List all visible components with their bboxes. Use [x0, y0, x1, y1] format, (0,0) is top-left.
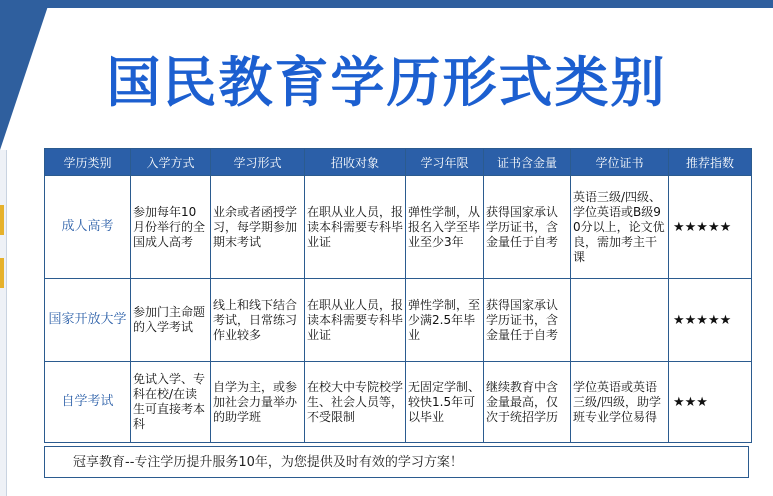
page-title: 国民教育学历形式类别 [106, 51, 667, 114]
table-header-row [45, 149, 752, 176]
comparison-table [44, 148, 752, 443]
cell-target: 在职从业人员，报读本科需要专科毕业证 [305, 176, 406, 279]
table-row [45, 362, 752, 443]
cell-admission: 参加每年10月份举行的全国成人高考 [131, 176, 211, 279]
cell-degree [571, 279, 669, 362]
header-degree: 学位证书 [571, 149, 669, 176]
top-band [0, 0, 773, 8]
left-accent-mark [0, 205, 4, 235]
header-certificate-value: 证书含金量 [484, 149, 571, 176]
header-category: 学历类别 [45, 149, 131, 176]
left-accent-mark [0, 258, 4, 288]
cell-admission: 免试入学、专科在校/在读生可直接考本科 [131, 362, 211, 443]
table-row [45, 279, 752, 362]
cell-degree: 学位英语或英语三级/四级，助学班专业学位易得 [571, 362, 669, 443]
cell-target: 在职从业人员，报读本科需要专科毕业证 [305, 279, 406, 362]
cell-category: 成人高考 [45, 176, 131, 279]
header-admission: 入学方式 [131, 149, 211, 176]
header-study-form: 学习形式 [211, 149, 305, 176]
cell-duration: 弹性学制，从报名入学至毕业至少3年 [406, 176, 484, 279]
cell-degree: 英语三级/四级、学位英语或B级90分以上，论文优良，需加考主干课 [571, 176, 669, 279]
cell-admission: 参加门主命题的入学考试 [131, 279, 211, 362]
cell-certificate-value: 获得国家承认学历证书，含金量任于自考 [484, 176, 571, 279]
cell-certificate-value: 获得国家承认学历证书，含金量任于自考 [484, 279, 571, 362]
comparison-table-container [44, 148, 751, 443]
cell-rating: ★★★★★ [669, 279, 752, 362]
cell-study-form: 业余或者函授学习，每学期参加期末考试 [211, 176, 305, 279]
footer-note: 冠享教育--专注学历提升服务10年，为您提供及时有效的学习方案！ [44, 446, 749, 478]
table-row [45, 176, 752, 279]
cell-rating: ★★★ [669, 362, 752, 443]
header-rating: 推荐指数 [669, 149, 752, 176]
cell-duration: 无固定学制、较快1.5年可以毕业 [406, 362, 484, 443]
cell-rating: ★★★★★ [669, 176, 752, 279]
cell-target: 在校大中专院校学生、社会人员等，不受限制 [305, 362, 406, 443]
left-edge-strip [0, 150, 7, 496]
header-target: 招收对象 [305, 149, 406, 176]
cell-category: 国家开放大学 [45, 279, 131, 362]
cell-study-form: 自学为主，或参加社会力量举办的助学班 [211, 362, 305, 443]
cell-certificate-value: 继续教育中含金量最高，仅次于统招学历 [484, 362, 571, 443]
cell-study-form: 线上和线下结合考试，日常练习作业较多 [211, 279, 305, 362]
header-duration: 学习年限 [406, 149, 484, 176]
cell-duration: 弹性学制，至少满2.5年毕业 [406, 279, 484, 362]
cell-category: 自学考试 [45, 362, 131, 443]
